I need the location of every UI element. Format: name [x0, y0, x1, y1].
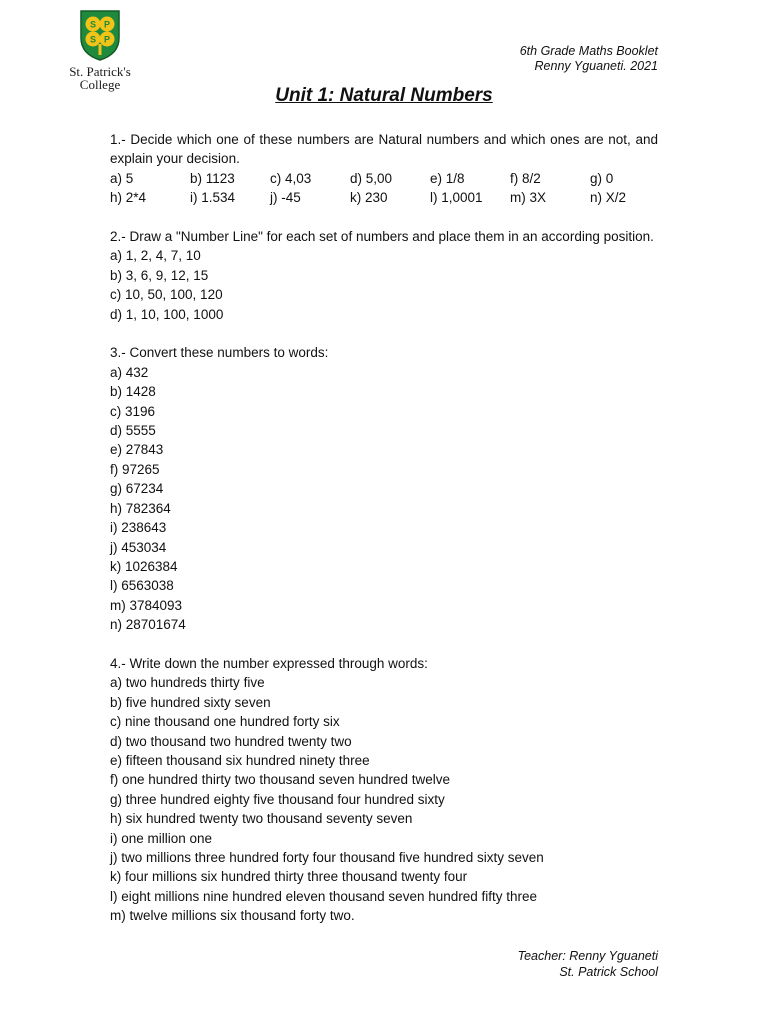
question-1-item: h) 2*4 — [110, 190, 147, 206]
list-item: i) 238643 — [110, 520, 167, 536]
list-item: g) three hundred eighty five thousand four hundred sixty — [110, 791, 445, 807]
question-1-item: a) 5 — [110, 170, 134, 186]
teacher-name: Teacher: Renny Yguaneti — [517, 949, 658, 963]
list-item: m) twelve millions six thousand forty two. — [110, 908, 355, 924]
booklet-author: Renny Yguaneti. 2021 — [534, 59, 658, 73]
question-4-prompt: 4.- Write down the number expressed through words: — [110, 655, 428, 671]
list-item: e) 27843 — [110, 442, 164, 458]
list-item: b) five hundred sixty seven — [110, 694, 271, 710]
list-item: d) 5555 — [110, 423, 156, 439]
page-footer — [518, 948, 658, 980]
question-1-item: d) 5,00 — [350, 170, 393, 186]
list-item: a) 1, 2, 4, 7, 10 — [110, 248, 201, 264]
list-item: j) two millions three hundred forty four thousand five hundred sixty seven — [110, 849, 544, 865]
list-item: a) two hundreds thirty five — [110, 675, 265, 691]
list-item: l) eight millions nine hundred eleven thousand seven hundred fifty three — [110, 888, 538, 904]
question-4-items — [110, 673, 658, 925]
list-item: b) 1428 — [110, 384, 156, 400]
list-item: h) 782364 — [110, 500, 171, 516]
list-item: b) 3, 6, 9, 12, 15 — [110, 267, 209, 283]
question-1-row — [110, 188, 658, 207]
question-1-prompt: 1.- Decide which one of these numbers are Natural numbers and which ones are not, and explain your decision. — [110, 132, 658, 167]
list-item: c) 10, 50, 100, 120 — [110, 287, 223, 303]
page-title: Unit 1: Natural Numbers — [275, 85, 493, 106]
list-item: h) six hundred twenty two thousand seventy seven — [110, 811, 413, 827]
crest-letter: P — [103, 19, 111, 30]
question-1-item: k) 230 — [350, 190, 388, 206]
list-item: j) 453034 — [110, 539, 167, 555]
list-item: k) 1026384 — [110, 558, 178, 574]
booklet-title: 6th Grade Maths Booklet — [519, 44, 658, 58]
list-item: l) 6563038 — [110, 578, 174, 594]
question-1-item: n) X/2 — [590, 190, 627, 206]
question-1-item: m) 3X — [510, 190, 547, 206]
question-3-prompt: 3.- Convert these numbers to words: — [110, 345, 329, 361]
question-1-row — [110, 169, 658, 188]
school-footer-name: St. Patrick School — [559, 965, 658, 979]
booklet-header — [520, 44, 658, 74]
list-item: n) 28701674 — [110, 617, 186, 633]
question-1-item: f) 8/2 — [510, 170, 541, 186]
question-1-item: j) -45 — [270, 190, 301, 206]
crest-letter: S — [89, 34, 97, 45]
list-item: d) 1, 10, 100, 1000 — [110, 306, 224, 322]
list-item: c) 3196 — [110, 403, 156, 419]
question-1-item: c) 4,03 — [270, 170, 312, 186]
question-1-item: l) 1,0001 — [430, 190, 483, 206]
question-3-items — [110, 363, 658, 635]
list-item: k) four millions six hundred thirty three thousand twenty four — [110, 869, 468, 885]
list-item: e) fifteen thousand six hundred ninety three — [110, 752, 370, 768]
list-item: c) nine thousand one hundred forty six — [110, 714, 340, 730]
list-item: i) one million one — [110, 830, 213, 846]
school-name-line2: College — [79, 77, 121, 92]
school-crest-icon — [78, 8, 122, 62]
question-1-item: b) 1123 — [190, 170, 235, 186]
list-item: d) two thousand two hundred twenty two — [110, 733, 352, 749]
school-logo — [56, 8, 144, 91]
question-2-prompt: 2.- Draw a "Number Line" for each set of numbers and place them in an according position. — [110, 229, 654, 245]
crest-letter: S — [89, 19, 97, 30]
question-1-item: e) 1/8 — [430, 170, 465, 186]
question-2-items — [110, 246, 658, 324]
crest-letter: P — [103, 34, 111, 45]
question-1-item: i) 1.534 — [190, 190, 236, 206]
list-item: f) one hundred thirty two thousand seven hundred twelve — [110, 772, 450, 788]
list-item: f) 97265 — [110, 461, 160, 477]
worksheet-body — [110, 130, 658, 926]
list-item: a) 432 — [110, 364, 149, 380]
list-item: m) 3784093 — [110, 597, 183, 613]
list-item: g) 67234 — [110, 481, 164, 497]
question-1-item: g) 0 — [590, 170, 614, 186]
school-name-line1: St. Patrick's — [69, 64, 131, 79]
